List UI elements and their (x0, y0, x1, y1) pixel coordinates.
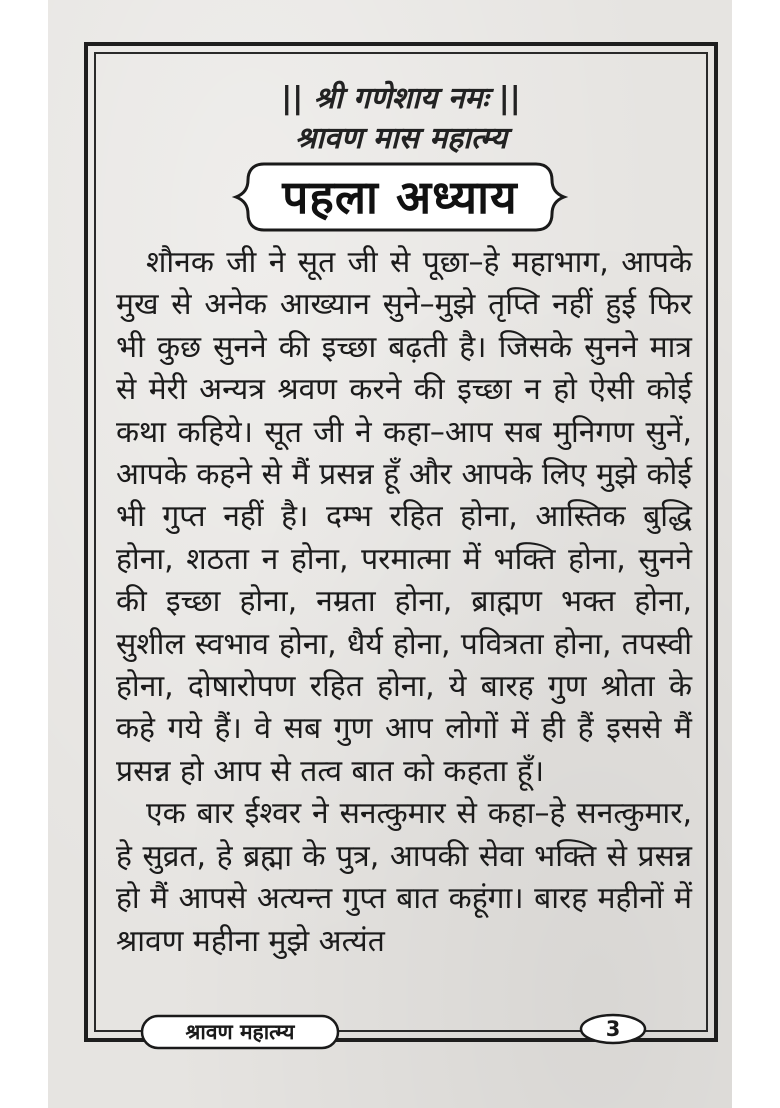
main-text (116, 242, 692, 963)
invocation-line: || श्री गणेशाय नमः || (281, 81, 521, 116)
chapter-title-box (230, 158, 570, 236)
chapter-title: पहला अध्याय (282, 170, 518, 224)
running-title-box (140, 1014, 340, 1050)
page-number: 3 (605, 1017, 621, 1041)
paragraph: शौनक जी ने सूत जी से पूछा–हे महाभाग, आपके मुख से अनेक आख्यान सुने–मुझे तृप्ति नहीं हुई फिर भी कुछ सुनने की इच्छा बढ़ती है। जिसके सुनने मात्र से मेरी अन्यत्र श्रवण करने की इच्छा न हो ऐसी कोई कथा कहिये। सूत जी ने कहा–आप सब मुनिगण सुनें, आपके कहने से मैं प्रसन्न हूँ और आपके लिए मुझे कोई भी गुप्त नहीं है। दम्भ रहित होना, आस्तिक बुद्धि होना, शठता न होना, परमात्मा में भक्ति होना, सुनने की इच्छा होना, नम्रता होना, ब्राह्मण भक्त होना, सुशील स्वभाव होना, धैर्य होना, पवित्रता होना, तपस्वी होना, दोषारोपण रहित होना, ये बारह गुण श्रोता के कहे गये हैं। वे सब गुण आप लोगों में ही हैं इससे मैं प्रसन्न हो आप से तत्व बात को कहता हूँ। (116, 245, 692, 789)
running-title: श्रावण महात्म्य (185, 1020, 295, 1044)
page-number-box (578, 1012, 648, 1046)
paragraph: एक बार ईश्वर ने सनत्कुमार से कहा–हे सनत्कुमार, हे सुव्रत, हे ब्रह्मा के पुत्र, आपकी सेवा भक्ति से प्रसन्न हो मैं आपसे अत्यन्त गुप्त बात कहूंगा। बारह महीनों में श्रावण महीना मुझे अत्यंत (116, 796, 692, 959)
book-title: श्रावण मास महात्म्य (294, 121, 508, 156)
